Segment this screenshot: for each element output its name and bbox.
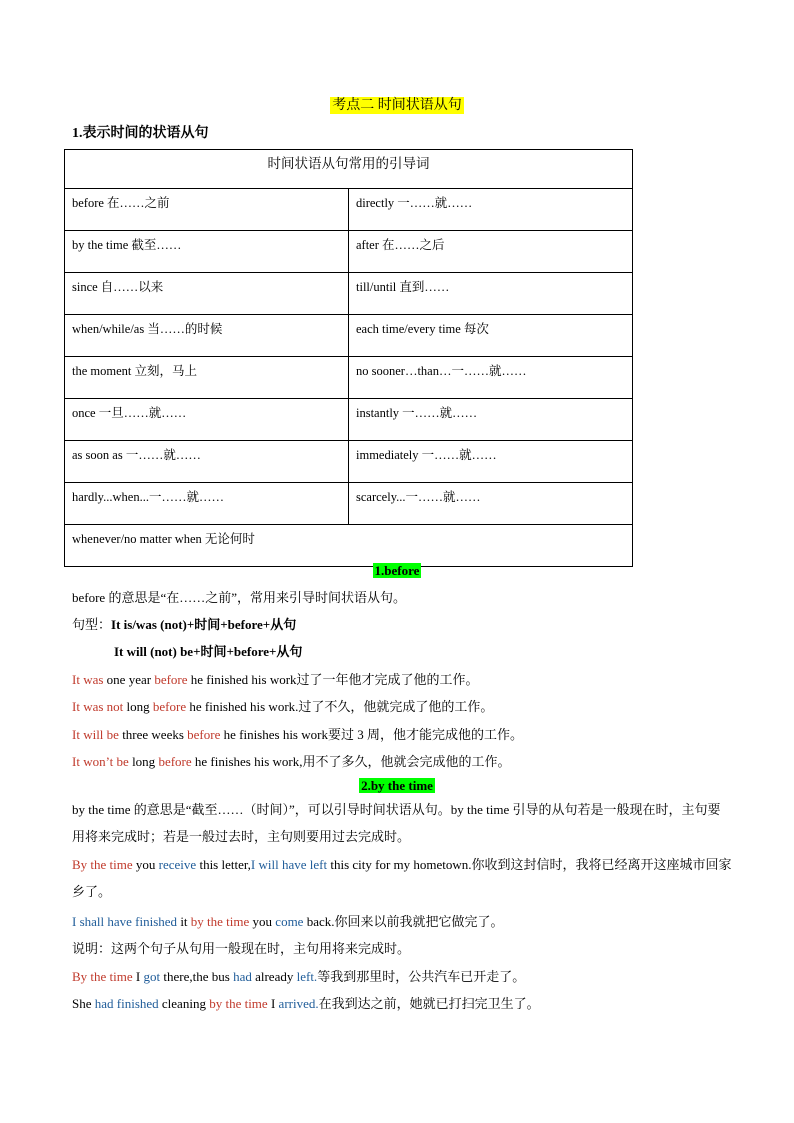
table-row — [65, 525, 633, 567]
example-fragment: left. — [296, 969, 318, 984]
table-cell: till/until 直到…… — [349, 273, 633, 315]
table-cell: when/while/as 当……的时候 — [65, 315, 349, 357]
example-fragment: It will be — [72, 727, 119, 742]
example-fragment: by the time — [209, 996, 268, 1011]
pattern-label: 句型： — [72, 617, 112, 632]
example-fragment: before — [154, 672, 188, 687]
bythetime-intro: by the time 的意思是“截至……（时间）”，可以引导时间状语从句。by the time 引导的从句若是一般现在时，主句要用将来完成时；若是一般过去时，主句则要用过去完成时。 — [72, 802, 721, 844]
before-example-2 — [72, 696, 493, 715]
example-fragment: before — [187, 727, 221, 742]
table-cell: since 自……以来 — [65, 273, 349, 315]
table-cell: once 一旦……就…… — [65, 399, 349, 441]
example-fragment: before — [152, 699, 187, 714]
before-example-1 — [72, 669, 479, 688]
example-fragment: back.你回来以前我就把它做完了。 — [303, 914, 504, 929]
conjunction-table — [64, 149, 633, 567]
example-fragment: had finished — [94, 996, 159, 1011]
example-fragment: already — [251, 969, 297, 984]
table-cell: the moment 立刻，马上 — [65, 357, 349, 399]
example-fragment: It won’t be — [72, 754, 129, 769]
table-cell: directly 一……就…… — [349, 189, 633, 231]
table-cell: before 在……之前 — [65, 189, 349, 231]
example-fragment: he finishes his work,用不了多久，他就会完成他的工作。 — [191, 754, 511, 769]
example-fragment: 等我到那里时，公共汽车已开走了。 — [317, 969, 526, 984]
table-row — [65, 231, 633, 273]
example-fragment: before — [158, 754, 192, 769]
example-fragment: by the time — [190, 914, 250, 929]
pattern-1: It is/was (not)+时间+before+从句 — [111, 617, 297, 632]
table-cell: as soon as 一……就…… — [65, 441, 349, 483]
example-fragment: I — [132, 969, 144, 984]
page-title — [0, 94, 794, 114]
bythetime-example-4 — [72, 993, 540, 1012]
example-fragment: I will have left — [250, 857, 328, 872]
example-fragment: cleaning — [158, 996, 210, 1011]
bythetime-example-1 — [72, 851, 732, 905]
example-fragment: you — [249, 914, 276, 929]
table-row — [65, 357, 633, 399]
pattern-2: It will (not) be+时间+before+从句 — [114, 644, 303, 659]
example-fragment: got — [143, 969, 161, 984]
example-fragment: this city for my hometown.你收到这封信时，我将已经离开这座城市回家乡了。 — [72, 857, 732, 899]
example-fragment: it — [177, 914, 191, 929]
before-example-4 — [72, 751, 511, 770]
example-fragment: this letter, — [196, 857, 251, 872]
example-fragment: arrived. — [278, 996, 319, 1011]
example-fragment: he finished his work过了一年他才完成了他的工作。 — [187, 672, 479, 687]
bythetime-example-3 — [72, 966, 525, 985]
table-row — [65, 189, 633, 231]
table-cell: after 在……之后 — [349, 231, 633, 273]
table-row — [65, 441, 633, 483]
before-heading — [0, 563, 794, 579]
example-fragment: come — [275, 914, 304, 929]
before-intro: before 的意思是“在……之前”，常用来引导时间状语从句。 — [72, 590, 406, 605]
example-fragment: I — [267, 996, 279, 1011]
pattern-line-2 — [114, 641, 302, 660]
table-header: 时间状语从句常用的引导词 — [65, 150, 633, 189]
example-fragment: receive — [158, 857, 197, 872]
example-fragment: 在我到达之前，她就已打扫完卫生了。 — [318, 996, 540, 1011]
table-cell: each time/every time 每次 — [349, 315, 633, 357]
table-cell: hardly...when...一……就…… — [65, 483, 349, 525]
example-fragment: I shall have finished — [72, 914, 178, 929]
table-row — [65, 315, 633, 357]
example-fragment: there,the bus — [160, 969, 234, 984]
section-heading: 1.表示时间的状语从句 — [72, 126, 209, 141]
example-fragment: one year — [103, 672, 155, 687]
example-fragment: By the time — [72, 857, 133, 872]
page-title-text: 考点二 时间状语从句 — [332, 98, 462, 113]
example-fragment: he finished his work.过了不久，他就完成了他的工作。 — [186, 699, 494, 714]
bythetime-note: 说明：这两个句子从句用一般现在时，主句用将来完成时。 — [72, 941, 411, 956]
table-cell: immediately 一……就…… — [349, 441, 633, 483]
pattern-line-1 — [72, 614, 296, 633]
table-cell: scarcely...一……就…… — [349, 483, 633, 525]
example-fragment: It was — [72, 672, 104, 687]
table-row — [65, 483, 633, 525]
example-fragment: She — [72, 996, 95, 1011]
example-fragment: he finishes his work要过 3 周，他才能完成他的工作。 — [220, 727, 523, 742]
bythetime-heading — [0, 778, 794, 794]
bythetime-example-2 — [72, 911, 504, 930]
before-heading-text: 1.before — [374, 563, 420, 578]
example-fragment: had — [233, 969, 252, 984]
example-fragment: By the time — [72, 969, 133, 984]
table-cell: instantly 一……就…… — [349, 399, 633, 441]
before-example-3 — [72, 724, 523, 743]
example-fragment: It was not — [72, 699, 124, 714]
table-cell: by the time 截至…… — [65, 231, 349, 273]
table-cell: no sooner…than…一……就…… — [349, 357, 633, 399]
example-fragment: you — [132, 857, 159, 872]
example-fragment: three weeks — [118, 727, 188, 742]
table-row — [65, 273, 633, 315]
bythetime-heading-text: 2.by the time — [361, 778, 433, 793]
table-cell: whenever/no matter when 无论何时 — [65, 525, 633, 567]
table-row — [65, 399, 633, 441]
example-fragment: long — [128, 754, 159, 769]
example-fragment: long — [123, 699, 153, 714]
